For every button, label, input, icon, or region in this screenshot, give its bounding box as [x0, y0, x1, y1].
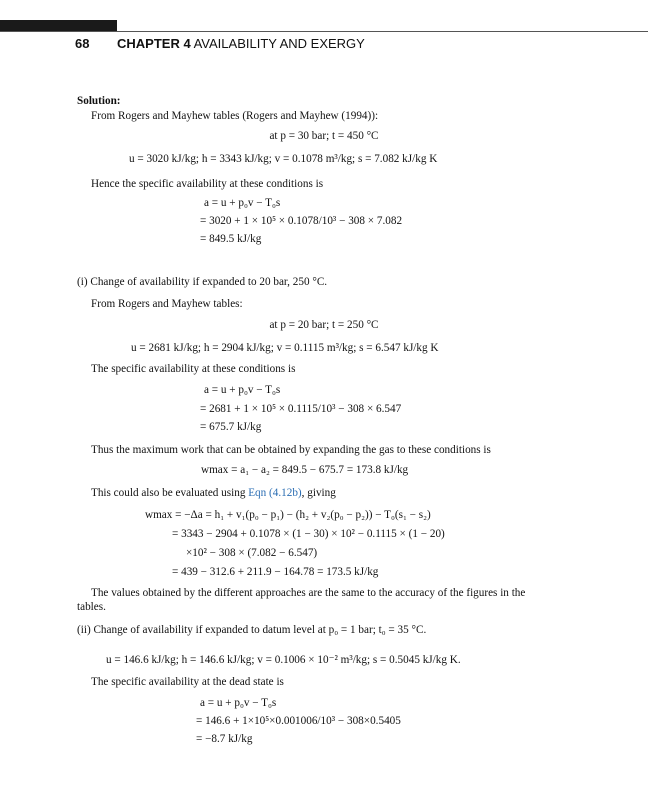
- could-line: [91, 486, 336, 500]
- page-number: 68: [75, 36, 90, 51]
- wmax-line: wmax = a₁ − a₂ = 849.5 − 675.7 = 173.8 kJ/kg: [201, 464, 409, 476]
- eq2-line3: = 675.7 kJ/kg: [200, 421, 262, 433]
- eq3-line1: wmax = −Δa = h₁ + v₁(p₀ − p₁) − (h₂ + v₂(p₀ − p₂)) − T₀(s₁ − s₂): [145, 509, 431, 521]
- state1-conditions: at p = 30 bar; t = 450 °C: [269, 130, 379, 142]
- eq3-line4: = 439 − 312.6 + 211.9 − 164.78 = 173.5 kJ/kg: [172, 566, 379, 578]
- eq3-line2: = 3343 − 2904 + 0.1078 × (1 − 30) × 10² − 0.1115 × (1 − 20): [172, 528, 445, 540]
- eq1-line1: a = u + p₀v − T₀s: [204, 197, 281, 209]
- could-line-post: , giving: [301, 487, 336, 499]
- solution-heading: Solution:: [77, 95, 121, 107]
- eq1-line3: = 849.5 kJ/kg: [200, 233, 262, 245]
- dead-state-line: The specific availability at the dead state is: [91, 676, 284, 688]
- equation-link[interactable]: Eqn (4.12b): [248, 487, 302, 499]
- chapter-heading: [117, 36, 365, 51]
- eq2-line2: = 2681 + 1 × 10⁵ × 0.1115/10³ − 308 × 6.547: [200, 403, 402, 415]
- source-line: From Rogers and Mayhew tables (Rogers and Mayhew (1994)):: [91, 110, 379, 122]
- thus-line: Thus the maximum work that can be obtained by expanding the gas to these conditions is: [91, 444, 491, 456]
- part-ii-heading: (ii) Change of availability if expanded to datum level at p₀ = 1 bar; t₀ = 35 °C.: [77, 624, 427, 636]
- chapter-label: CHAPTER 4: [117, 36, 191, 51]
- eq2-line1: a = u + p₀v − T₀s: [204, 384, 281, 396]
- values-line1: The values obtained by the different approaches are the same to the accuracy of the figures in the: [91, 587, 526, 599]
- chapter-title: AVAILABILITY AND EXERGY: [193, 36, 365, 51]
- eq4-line1: a = u + p₀v − T₀s: [200, 697, 277, 709]
- hence-line: Hence the specific availability at these conditions is: [91, 178, 324, 190]
- eq1-line2: = 3020 + 1 × 10⁵ × 0.1078/10³ − 308 × 7.082: [200, 215, 403, 227]
- state2-properties: u = 2681 kJ/kg; h = 2904 kJ/kg; v = 0.1115 m³/kg; s = 6.547 kJ/kg K: [131, 342, 439, 354]
- tables-line: From Rogers and Mayhew tables:: [91, 298, 243, 310]
- could-line-pre: This could also be evaluated using: [91, 487, 249, 499]
- header-rule: [0, 31, 648, 32]
- eq3-line3: ×10² − 308 × (7.082 − 6.547): [186, 547, 318, 559]
- values-line2: tables.: [77, 601, 106, 613]
- specific-line: The specific availability at these conditions is: [91, 363, 296, 375]
- state2-conditions: at p = 20 bar; t = 250 °C: [269, 319, 379, 331]
- eq4-line3: = −8.7 kJ/kg: [196, 733, 253, 745]
- part-i-heading: (i) Change of availability if expanded to 20 bar, 250 °C.: [77, 276, 328, 288]
- state1-properties: u = 3020 kJ/kg; h = 3343 kJ/kg; v = 0.1078 m³/kg; s = 7.082 kJ/kg K: [129, 153, 438, 165]
- state0-properties: u = 146.6 kJ/kg; h = 146.6 kJ/kg; v = 0.1006 × 10⁻² m³/kg; s = 0.5045 kJ/kg K.: [106, 654, 461, 666]
- eq4-line2: = 146.6 + 1×10⁵×0.001006/10³ − 308×0.5405: [196, 715, 401, 727]
